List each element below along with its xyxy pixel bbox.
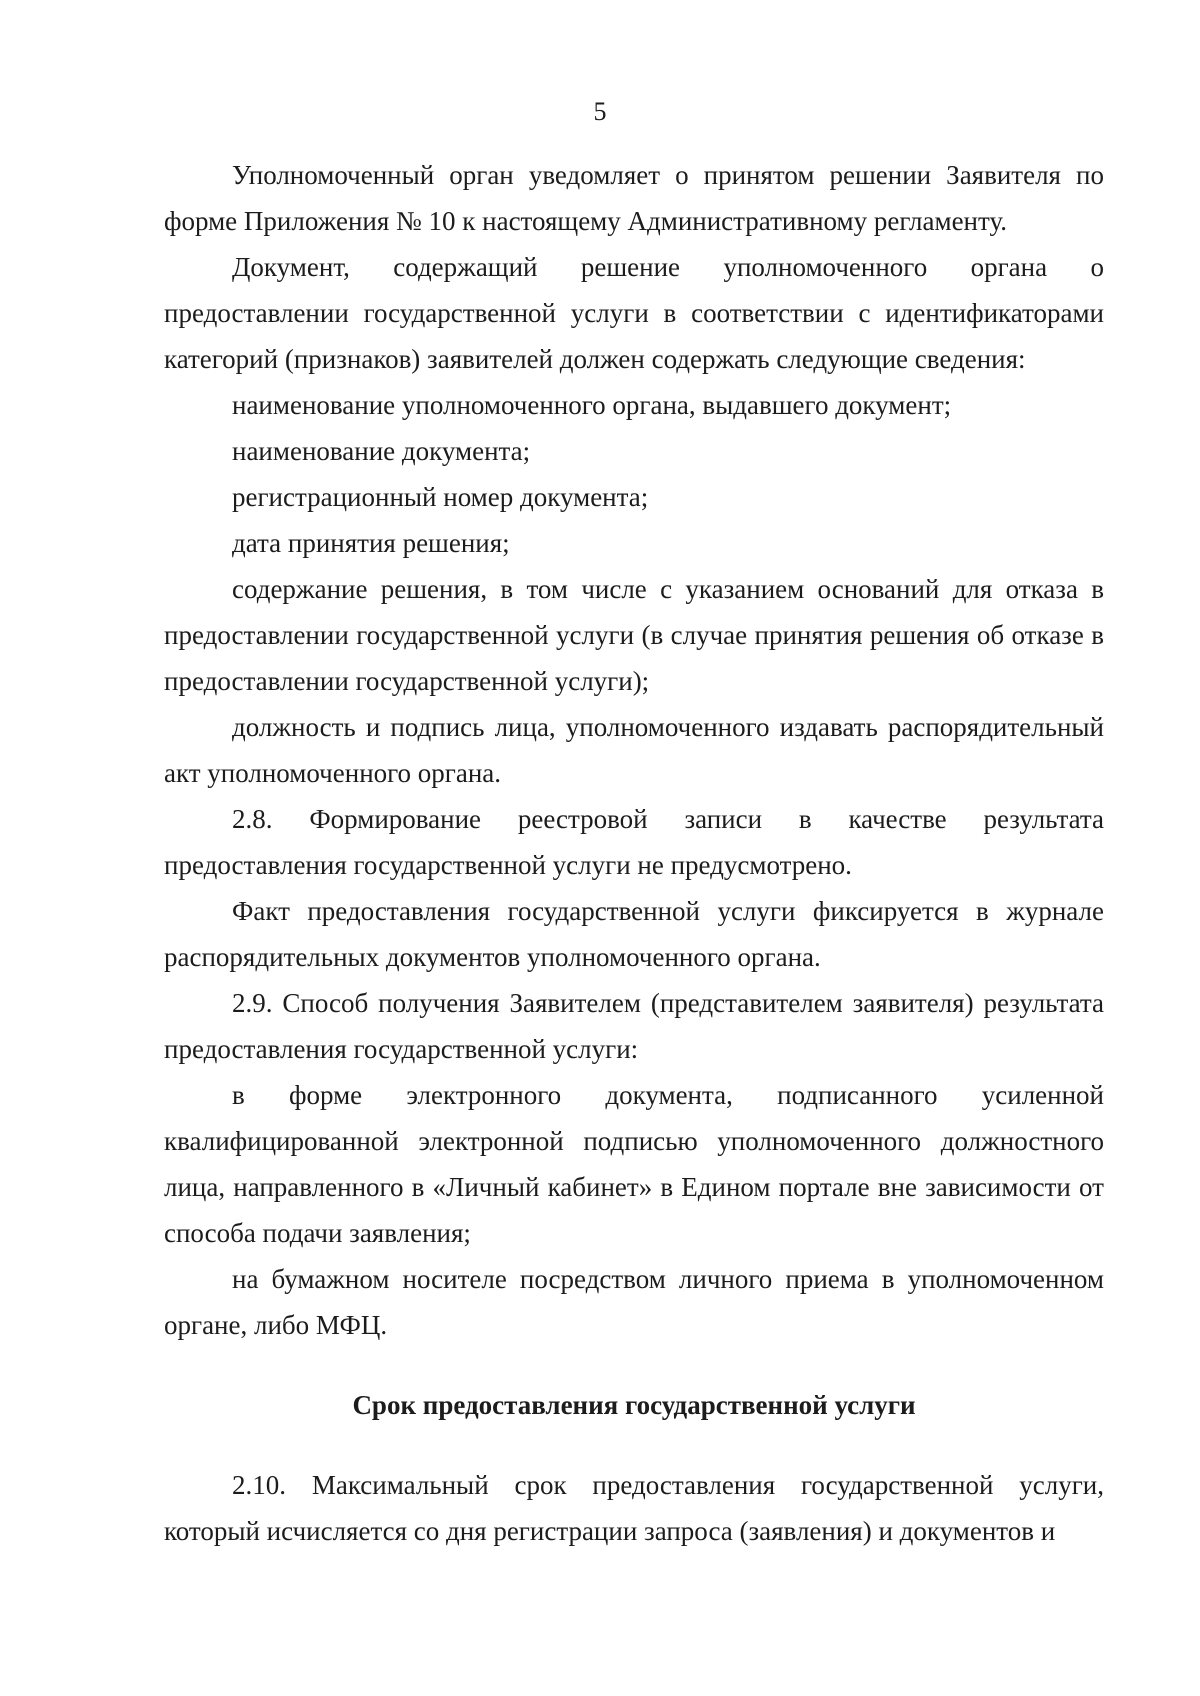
list-item-paper-form: на бумажном носителе посредством личного приема в уполномоченном органе, либо МФЦ. — [164, 1264, 1104, 1340]
list-item-decision-content: содержание решения, в том числе с указанием оснований для отказа в предоставлении государственной услуги (в случае принятия решения об отказе в предоставлении государственной услуги); — [164, 574, 1104, 696]
list-item-authority-name: наименование уполномоченного органа, выдавшего документ; — [232, 390, 952, 420]
list-item-document-name: наименование документа; — [232, 436, 531, 466]
paragraph-fact-registration: Факт предоставления государственной услуги фиксируется в журнале распорядительных документов уполномоченного органа. — [164, 896, 1104, 972]
list-item-decision-date: дата принятия решения; — [232, 528, 510, 558]
list-item-registration-number: регистрационный номер документа; — [232, 482, 649, 512]
paragraph-2-9: 2.9. Способ получения Заявителем (представителем заявителя) результата предоставления государственной услуги: — [164, 988, 1104, 1064]
list-item-position-signature: должность и подпись лица, уполномоченного издавать распорядительный акт уполномоченного органа. — [164, 712, 1104, 788]
list-item-electronic-form: в форме электронного документа, подписанного усиленной квалифицированной электронной подписью уполномоченного должностного лица, направленного в «Личный кабинет» в Едином портале вне зависимости от способа подачи заявления; — [164, 1080, 1104, 1248]
paragraph-2-10: 2.10. Максимальный срок предоставления государственной услуги, который исчисляется со дня регистрации запроса (заявления) и документов и — [164, 1470, 1104, 1546]
document-body — [164, 152, 1104, 1554]
paragraph-document-contents: Документ, содержащий решение уполномоченного органа о предоставлении государственной услуги в соответствии с идентификаторами категорий (признаков) заявителей должен содержать следующие сведения: — [164, 252, 1104, 374]
paragraph-2-8: 2.8. Формирование реестровой записи в качестве результата предоставления государственной услуги не предусмотрено. — [164, 804, 1104, 880]
page-number: 5 — [593, 97, 607, 126]
paragraph-notification: Уполномоченный орган уведомляет о принятом решении Заявителя по форме Приложения № 10 к настоящему Административному регламенту. — [164, 160, 1104, 236]
section-heading: Срок предоставления государственной услуги — [352, 1390, 916, 1420]
